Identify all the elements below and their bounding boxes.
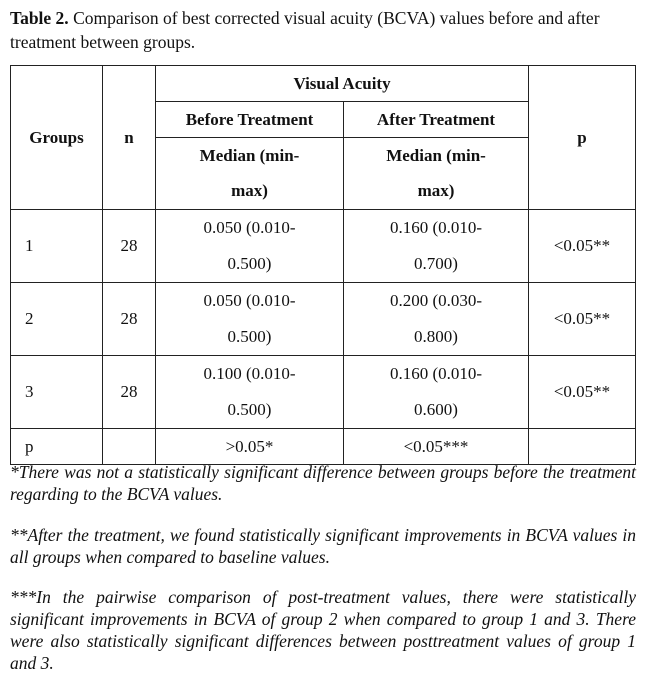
header-after-treatment: After Treatment (344, 102, 529, 138)
after-value-line1: 0.160 (0.010- (389, 218, 483, 237)
footnote-2: **After the treatment, we found statistically significant improvements in BCVA values in all groups when compared to baseline values. (10, 525, 636, 567)
after-cell (344, 210, 529, 283)
header-groups: Groups (11, 66, 103, 210)
after-value-line1: 0.160 (0.010- (389, 364, 483, 383)
p-row-before: >0.05* (156, 429, 344, 465)
n-cell: 28 (103, 356, 156, 429)
caption-text: Comparison of best corrected visual acuity (BCVA) values before and after treatment between groups. (10, 8, 600, 52)
p-cell: <0.05** (529, 356, 636, 429)
group-cell: 1 (11, 210, 103, 283)
before-value-line2: 0.500) (227, 327, 272, 346)
p-row (11, 429, 636, 465)
p-cell: <0.05** (529, 283, 636, 356)
n-cell: 28 (103, 210, 156, 283)
group-cell: 2 (11, 283, 103, 356)
after-cell (344, 356, 529, 429)
p-row-n-empty (103, 429, 156, 465)
group-cell: 3 (11, 356, 103, 429)
after-value-line2: 0.700) (414, 254, 458, 273)
header-before-median: Median (min- (156, 138, 344, 174)
header-after-median: Median (min- (344, 138, 529, 174)
table-row (11, 356, 636, 429)
before-cell (156, 283, 344, 356)
footnote-1: *There was not a statistically significant difference between groups before the treatment regarding to the BCVA values. (10, 462, 636, 504)
after-cell (344, 283, 529, 356)
header-p: p (529, 66, 636, 210)
footnote-3: ***In the pairwise comparison of post-treatment values, there were statistically significant improvements in BCVA of group 2 when compared to group 1 and 3. There were also statistically significant differences between posttreatment values of group 1 and 3. (10, 587, 636, 673)
caption-label: Table 2. (10, 8, 69, 28)
before-value-line2: 0.500) (227, 400, 272, 419)
after-value-line2: 0.800) (414, 327, 458, 346)
header-n: n (103, 66, 156, 210)
after-value-line2: 0.600) (414, 400, 458, 419)
before-cell (156, 210, 344, 283)
p-cell: <0.05** (529, 210, 636, 283)
table-row (11, 210, 636, 283)
p-row-label: p (11, 429, 103, 465)
table-row (11, 283, 636, 356)
header-before-max: max) (156, 174, 344, 210)
before-value-line1: 0.050 (0.010- (203, 218, 296, 237)
n-cell: 28 (103, 283, 156, 356)
p-row-after: <0.05*** (344, 429, 529, 465)
before-value-line1: 0.100 (0.010- (203, 364, 296, 383)
table-caption (10, 6, 640, 54)
bcva-table (10, 65, 636, 465)
p-row-p-empty (529, 429, 636, 465)
header-after-max: max) (344, 174, 529, 210)
header-visual-acuity: Visual Acuity (156, 66, 529, 102)
before-cell (156, 356, 344, 429)
header-before-treatment: Before Treatment (156, 102, 344, 138)
after-value-line1: 0.200 (0.030- (389, 291, 483, 310)
before-value-line1: 0.050 (0.010- (203, 291, 296, 310)
before-value-line2: 0.500) (227, 254, 272, 273)
